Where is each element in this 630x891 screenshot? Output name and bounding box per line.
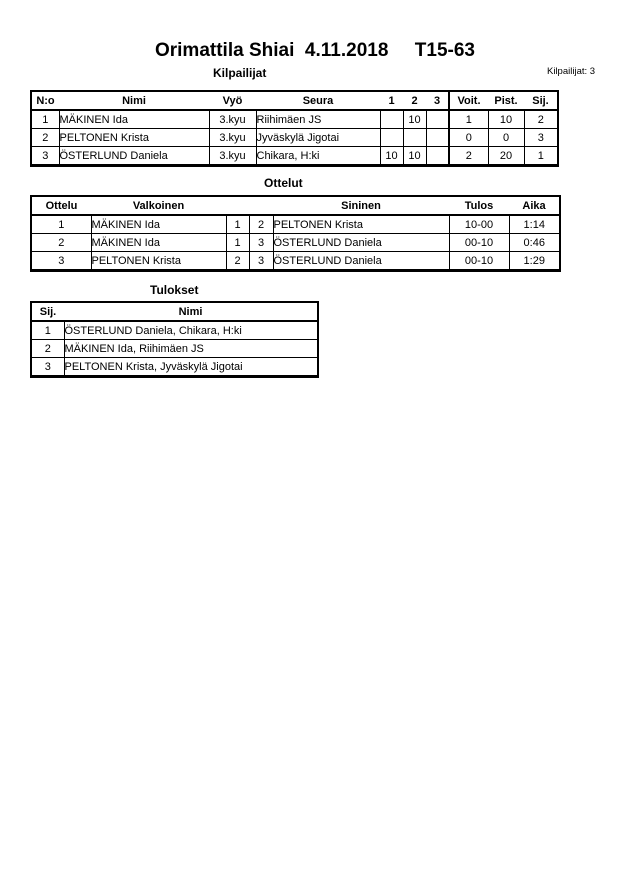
cell-nimi: PELTONEN Krista, Jyväskylä Jigotai xyxy=(64,358,318,377)
cell-blue-no: 2 xyxy=(249,215,273,234)
cell-white-no: 2 xyxy=(226,252,249,271)
cell-valkoinen: MÄKINEN Ida xyxy=(91,215,226,234)
cell-aika: 1:14 xyxy=(509,215,560,234)
page-title: Orimattila Shiai 4.11.2018 T15-63 xyxy=(154,40,475,61)
col-header-valkoinen: Valkoinen xyxy=(91,196,226,215)
table-header-row xyxy=(31,302,318,321)
col-header-white-no xyxy=(226,196,249,215)
table-row xyxy=(31,321,318,340)
cell-nimi: ÖSTERLUND Daniela, Chikara, H:ki xyxy=(64,321,318,340)
tulokset-caption: Tulokset xyxy=(150,283,199,297)
table-header-row xyxy=(31,91,558,110)
cell-sij: 1 xyxy=(524,147,558,166)
col-header-seura: Seura xyxy=(256,91,380,110)
kilpailijat-caption: Kilpailijat xyxy=(213,66,267,80)
table-row xyxy=(31,252,560,271)
cell-pist: 10 xyxy=(488,110,524,129)
cell-tulos: 10-00 xyxy=(449,215,509,234)
cell-match2: 10 xyxy=(403,110,426,129)
cell-aika: 0:46 xyxy=(509,234,560,252)
cell-sij: 3 xyxy=(31,358,64,377)
table-row xyxy=(31,234,560,252)
col-header-voit: Voit. xyxy=(449,91,488,110)
cell-seura: Jyväskylä Jigotai xyxy=(256,129,380,147)
col-header-match2: 2 xyxy=(403,91,426,110)
cell-match1 xyxy=(380,110,403,129)
table-row xyxy=(31,147,558,166)
cell-match-no: 1 xyxy=(31,215,91,234)
cell-sininen: ÖSTERLUND Daniela xyxy=(273,234,449,252)
cell-tulos: 00-10 xyxy=(449,252,509,271)
cell-no: 2 xyxy=(31,129,59,147)
cell-vyo: 3.kyu xyxy=(209,110,256,129)
cell-match1 xyxy=(380,129,403,147)
cell-valkoinen: MÄKINEN Ida xyxy=(91,234,226,252)
tulokset-table xyxy=(30,301,319,378)
col-header-nimi: Nimi xyxy=(59,91,209,110)
col-header-sininen: Sininen xyxy=(273,196,449,215)
table-row xyxy=(31,129,558,147)
cell-valkoinen: PELTONEN Krista xyxy=(91,252,226,271)
competitor-count-label: Kilpailijat: 3 xyxy=(547,66,596,77)
cell-sij: 1 xyxy=(31,321,64,340)
col-header-no: N:o xyxy=(31,91,59,110)
cell-white-no: 1 xyxy=(226,215,249,234)
ottelut-table xyxy=(30,195,561,272)
col-header-match3: 3 xyxy=(426,91,449,110)
cell-match3 xyxy=(426,110,449,129)
col-header-aika: Aika xyxy=(509,196,560,215)
table-row xyxy=(31,340,318,358)
cell-nimi: MÄKINEN Ida xyxy=(59,110,209,129)
cell-sij: 2 xyxy=(31,340,64,358)
cell-seura: Chikara, H:ki xyxy=(256,147,380,166)
cell-match2 xyxy=(403,129,426,147)
cell-pist: 20 xyxy=(488,147,524,166)
cell-vyo: 3.kyu xyxy=(209,129,256,147)
table-row xyxy=(31,358,318,377)
cell-white-no: 1 xyxy=(226,234,249,252)
cell-match3 xyxy=(426,129,449,147)
cell-nimi: PELTONEN Krista xyxy=(59,129,209,147)
cell-nimi: MÄKINEN Ida, Riihimäen JS xyxy=(64,340,318,358)
cell-match2: 10 xyxy=(403,147,426,166)
cell-nimi: ÖSTERLUND Daniela xyxy=(59,147,209,166)
cell-vyo: 3.kyu xyxy=(209,147,256,166)
col-header-sij: Sij. xyxy=(31,302,64,321)
cell-blue-no: 3 xyxy=(249,234,273,252)
col-header-pist: Pist. xyxy=(488,91,524,110)
col-header-ottelu: Ottelu xyxy=(31,196,91,215)
cell-tulos: 00-10 xyxy=(449,234,509,252)
cell-no: 1 xyxy=(31,110,59,129)
cell-seura: Riihimäen JS xyxy=(256,110,380,129)
col-header-match1: 1 xyxy=(380,91,403,110)
cell-pist: 0 xyxy=(488,129,524,147)
kilpailijat-table xyxy=(30,90,559,167)
table-row xyxy=(31,110,558,129)
cell-no: 3 xyxy=(31,147,59,166)
cell-sininen: PELTONEN Krista xyxy=(273,215,449,234)
cell-voit: 0 xyxy=(449,129,488,147)
col-header-sij: Sij. xyxy=(524,91,558,110)
ottelut-caption: Ottelut xyxy=(264,176,303,190)
table-header-row xyxy=(31,196,560,215)
cell-match1: 10 xyxy=(380,147,403,166)
table-row xyxy=(31,215,560,234)
cell-match-no: 3 xyxy=(31,252,91,271)
cell-blue-no: 3 xyxy=(249,252,273,271)
col-header-blue-no xyxy=(249,196,273,215)
cell-match3 xyxy=(426,147,449,166)
cell-sininen: ÖSTERLUND Daniela xyxy=(273,252,449,271)
cell-sij: 2 xyxy=(524,110,558,129)
cell-match-no: 2 xyxy=(31,234,91,252)
cell-voit: 2 xyxy=(449,147,488,166)
col-header-vyo: Vyö xyxy=(209,91,256,110)
cell-sij: 3 xyxy=(524,129,558,147)
col-header-nimi: Nimi xyxy=(64,302,318,321)
cell-aika: 1:29 xyxy=(509,252,560,271)
cell-voit: 1 xyxy=(449,110,488,129)
col-header-tulos: Tulos xyxy=(449,196,509,215)
